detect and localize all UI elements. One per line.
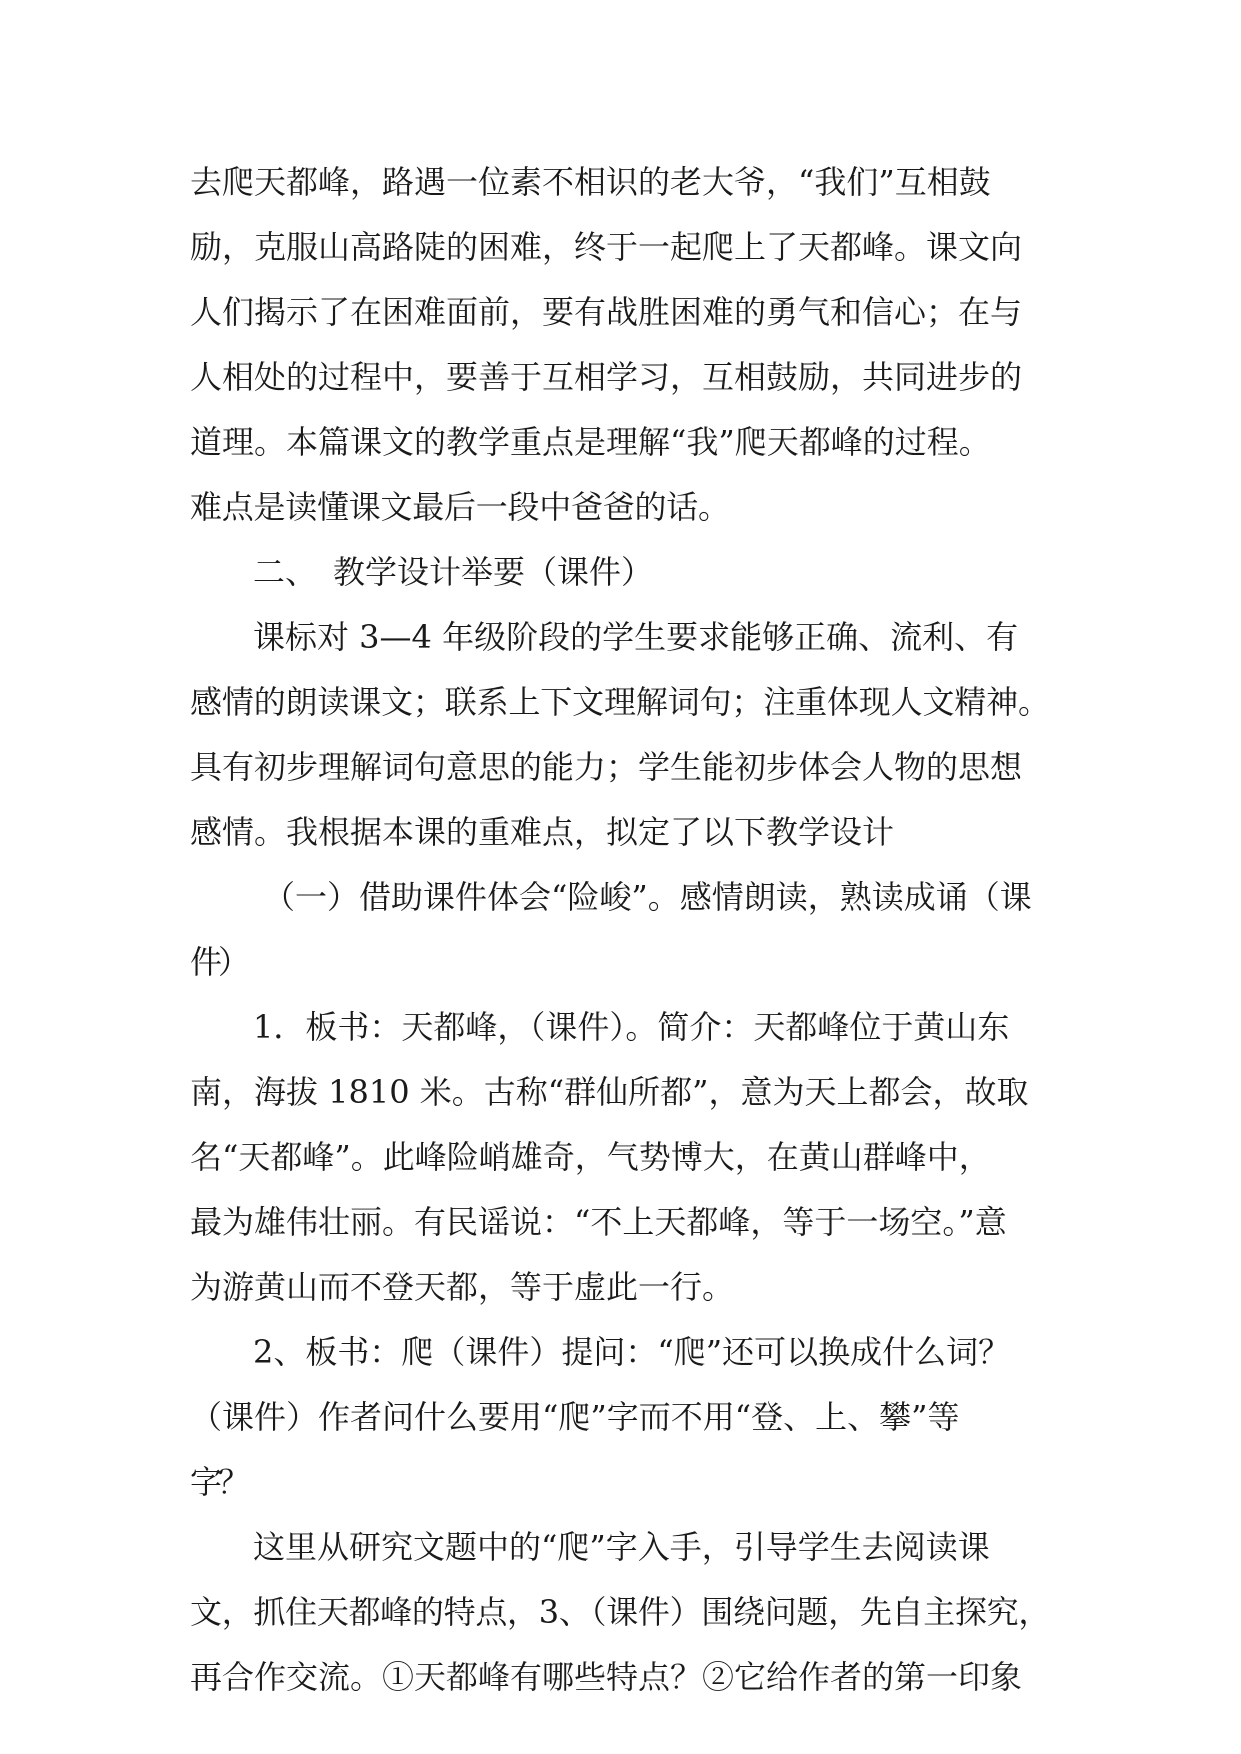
text-line: 道理。本篇课文的教学重点是理解“我”爬天都峰的过程。 [190,423,991,461]
text-line: 1．板书：天都峰，（课件）。简介：天都峰位于黄山东 [253,1008,1010,1046]
section-heading: 二、 教学设计举要（课件） [253,553,654,591]
text-line: 再合作交流。①天都峰有哪些特点？②它给作者的第一印象 [190,1658,1023,1696]
subsection-heading: （一）借助课件体会“险峻”。感情朗读，熟读成诵（课 [263,878,1032,916]
text-line: 感情的朗读课文；联系上下文理解词句；注重体现人文精神。 [190,683,1050,721]
text-line: 最为雄伟壮丽。有民谣说：“不上天都峰，等于一场空。”意 [190,1203,1007,1241]
text-line: 感情。我根据本课的重难点，拟定了以下教学设计 [190,813,895,851]
text-line: 南，海拔 1810 米。古称“群仙所都”，意为天上都会，故取 [190,1073,1029,1111]
text-line: 具有初步理解词句意思的能力；学生能初步体会人物的思想 [190,748,1023,786]
text-line: 励，克服山高路陡的困难，终于一起爬上了天都峰。课文向 [190,228,1023,266]
text-line: 字？ [190,1463,247,1501]
text-line: 件） [190,943,247,981]
text-line: 这里从研究文题中的“爬”字入手，引导学生去阅读课 [253,1528,990,1566]
text-line: 课标对 3—4 年级阶段的学生要求能够正确、流利、有 [253,618,1019,656]
text-line: 人相处的过程中，要善于互相学习，互相鼓励，共同进步的 [190,358,1023,396]
text-line: （课件）作者问什么要用“爬”字而不用“登、上、攀”等 [190,1398,960,1436]
text-line: 名“天都峰”。此峰险峭雄奇，气势博大，在黄山群峰中， [190,1138,991,1176]
text-line: 难点是读懂课文最后一段中爸爸的话。 [190,488,730,526]
text-line: 人们揭示了在困难面前，要有战胜困难的勇气和信心；在与 [190,293,1023,331]
text-line: 2、板书：爬（课件）提问：“爬”还可以换成什么词？ [253,1333,1011,1371]
text-line: 为游黄山而不登天都，等于虚此一行。 [190,1268,735,1306]
text-line: 文，抓住天都峰的特点，3、（课件）围绕问题，先自主探究， [190,1593,1051,1631]
text-line: 去爬天都峰，路遇一位素不相识的老大爷，“我们”互相鼓 [190,163,991,201]
